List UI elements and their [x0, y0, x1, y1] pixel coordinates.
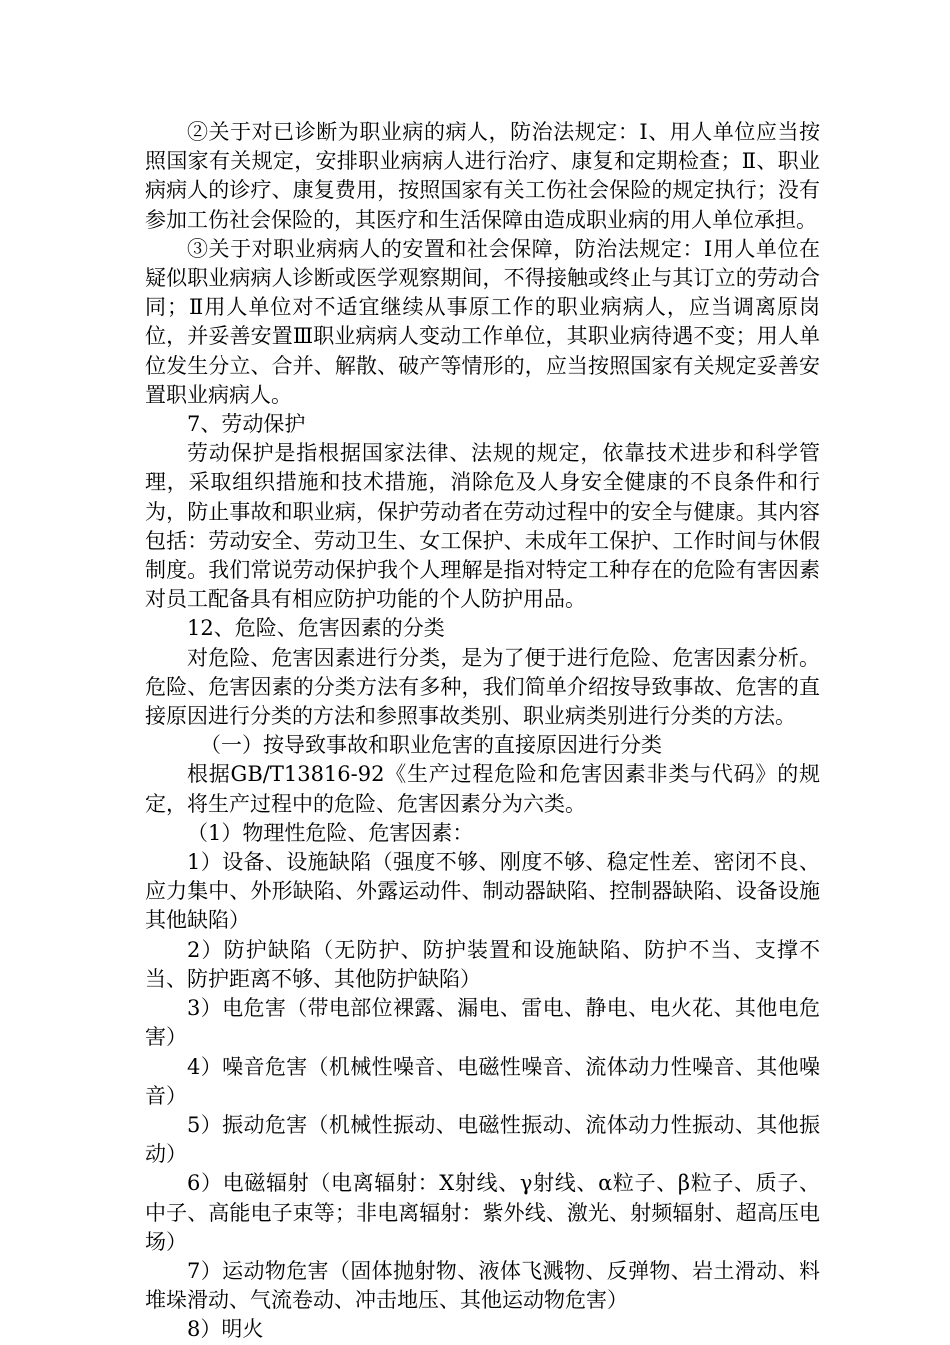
list-item-electromagnetic-radiation: 6）电磁辐射（电离辐射：X射线、γ射线、α粒子、β粒子、质子、中子、高能电子束等；非电离辐射：紫外线、激光、射频辐射、超高压电场） — [145, 1171, 820, 1254]
list-item-electrical-hazard: 3）电危害（带电部位裸露、漏电、雷电、静电、电火花、其他电危害） — [145, 996, 820, 1050]
list-item-equipment-defects: 1）设备、设施缺陷（强度不够、刚度不够、稳定性差、密闭不良、应力集中、外形缺陷、外露运动件、制动器缺陷、控制器缺陷、设备设施其他缺陷） — [145, 850, 820, 933]
list-heading-physical-hazards: （1）物理性危险、危害因素： — [187, 820, 474, 845]
list-item-open-flame: 8）明火 — [187, 1317, 264, 1342]
paragraph-labor-protection: 劳动保护是指根据国家法律、法规的规定，依靠技术进步和科学管理，采取组织措施和技术措施，消除危及人身安全健康的不良条件和行为，防止事故和职业病，保护劳动者在劳动过程中的安全与健康。其内容包括：劳动安全、劳动卫生、女工保护、未成年工保护、工作时间与休假制度。我们常说劳动保护我个人理解是指对特定工种存在的危险有害因素对员工配备具有相应防护功能的个人防护用品。 — [145, 441, 820, 612]
document-page — [145, 118, 820, 1345]
subheading-direct-cause-classification: （一）按导致事故和职业危害的直接原因进行分类 — [200, 733, 662, 758]
paragraph-occupational-disease-placement: ③关于对职业病病人的安置和社会保障，防治法规定：Ⅰ用人单位在疑似职业病病人诊断或医学观察期间，不得接触或终止与其订立的劳动合同；Ⅱ用人单位对不适宜继续从事原工作的职业病病人，应当调离原岗位，并妥善安置Ⅲ职业病病人变动工作单位，其职业病待遇不变；用人单位发生分立、合并、解散、破产等情形的，应当按照国家有关规定妥善安置职业病病人。 — [145, 236, 820, 407]
section-heading-labor-protection: 7、劳动保护 — [187, 412, 306, 437]
list-item-vibration-hazard: 5）振动危害（机械性振动、电磁性振动、流体动力性振动、其他振动） — [145, 1112, 820, 1167]
list-item-moving-object-hazard: 7）运动物危害（固体抛射物、液体飞溅物、反弹物、岩土滑动、料堆垛滑动、气流卷动、冲击地压、其他运动物危害） — [145, 1258, 820, 1313]
paragraph-hazard-classification-intro: 对危险、危害因素进行分类，是为了便于进行危险、危害因素分析。危险、危害因素的分类方法有多种，我们简单介绍按导致事故、危害的直接原因进行分类的方法和参照事故类别、职业病类别进行分类的方法。 — [145, 645, 820, 729]
paragraph-occupational-disease-treatment: ②关于对已诊断为职业病的病人，防治法规定：Ⅰ、用人单位应当按照国家有关规定，安排职业病病人进行治疗、康复和定期检查；Ⅱ、职业病病人的诊疗、康复费用，按照国家有关工伤社会保险的规定执行；没有参加工伤社会保险的，其医疗和生活保障由造成职业病的用人单位承担。 — [145, 120, 820, 232]
list-item-noise-hazard: 4）噪音危害（机械性噪音、电磁性噪音、流体动力性噪音、其他噪音） — [145, 1054, 820, 1108]
list-item-protection-defects: 2）防护缺陷（无防护、防护装置和设施缺陷、防护不当、支撑不当、防护距离不够、其他防护缺陷） — [145, 937, 820, 991]
paragraph-standard-reference: 根据GB/T13816-92《生产过程危险和危害因素非类与代码》的规定，将生产过程中的危险、危害因素分为六类。 — [145, 762, 820, 816]
section-heading-hazard-classification: 12、危险、危害因素的分类 — [187, 616, 445, 641]
